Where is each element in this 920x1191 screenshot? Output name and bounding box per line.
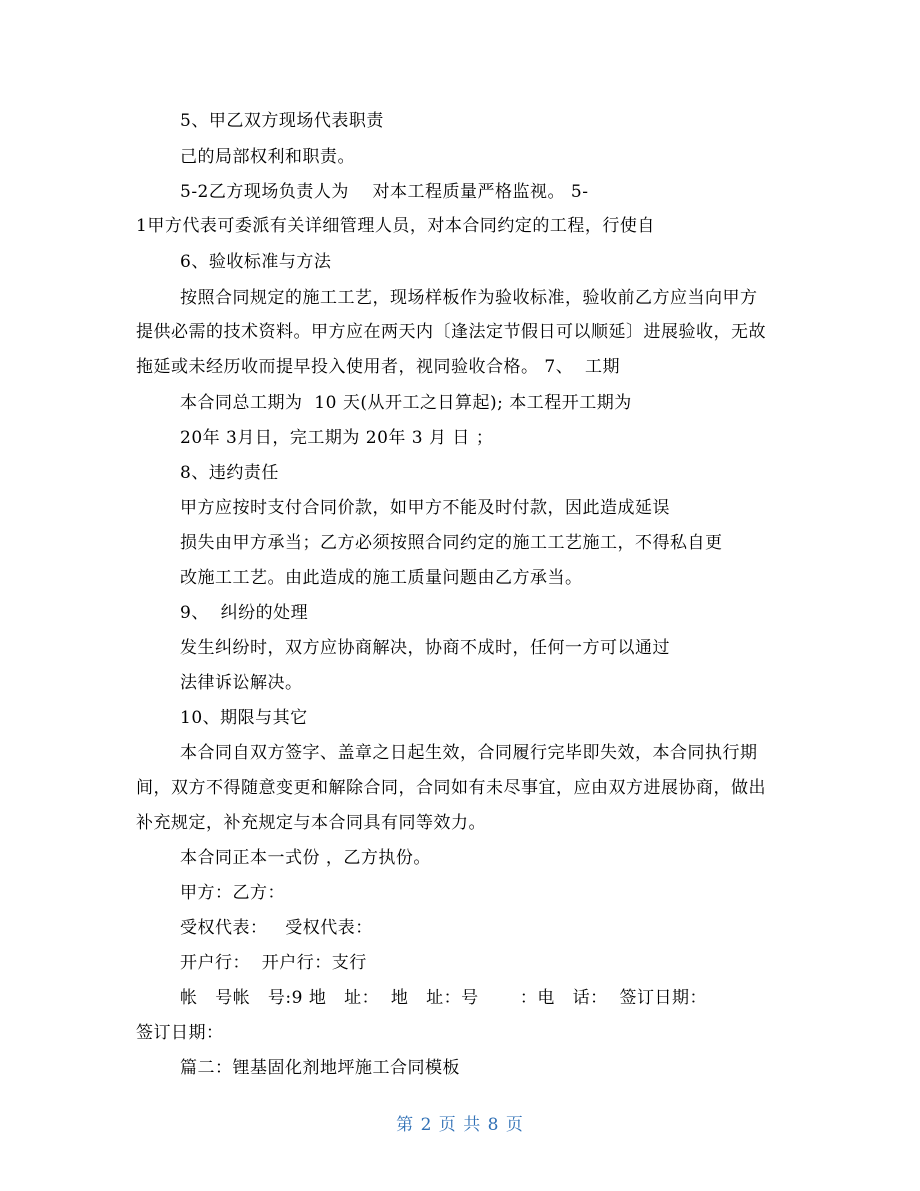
paragraph-line: 间，双方不得随意变更和解除合同，合同如有未尽事宜，应由双方进展协商，做出	[136, 778, 766, 798]
section-heading: 5、甲乙双方现场代表职责	[180, 111, 384, 131]
paragraph-line: 拖延或未经历收而提早投入使用者，视同验收合格。 7、 工期	[136, 357, 621, 377]
paragraph-line: 改施工工艺。由此造成的施工质量问题由乙方承当。	[180, 568, 583, 588]
paragraph-line: 本合同自双方签字、盖章之日起生效，合同履行完毕即失效，本合同执行期	[180, 743, 758, 763]
signature-line: 甲方：乙方：	[180, 883, 285, 903]
signature-line: 开户行： 开户行：支行	[180, 953, 367, 973]
signature-line: 帐 号帐 号:9 地 址： 地 址：号 ：电 话： 签订日期：	[180, 988, 707, 1008]
paragraph-line: 损失由甲方承当；乙方必须按照合同约定的施工工艺施工，不得私自更	[180, 533, 723, 553]
paragraph-line: 提供必需的技术资料。甲方应在两天内〔逢法定节假日可以顺延〕进展验收，无故	[136, 322, 766, 342]
paragraph-line: 5-2乙方现场负责人为 对本工程质量严格监视。 5-	[180, 182, 589, 202]
paragraph-line: 1甲方代表可委派有关详细管理人员，对本合同约定的工程，行使自	[136, 216, 655, 236]
paragraph-line: 按照合同规定的施工工艺，现场样板作为验收标准，验收前乙方应当向甲方	[180, 288, 758, 308]
paragraph-line: 甲方应按时支付合同价款，如甲方不能及时付款，因此造成延误	[180, 498, 670, 518]
signature-line: 签订日期：	[136, 1023, 224, 1043]
paragraph-line: 补充规定，补充规定与本合同具有同等效力。	[136, 813, 486, 833]
paragraph-line: 本合同正本一式份 ，乙方执份。	[180, 848, 431, 868]
paragraph-line: 己的局部权利和职责。	[180, 147, 355, 167]
section-heading: 6、验收标准与方法	[180, 252, 332, 272]
section-heading: 篇二：锂基固化剂地坪施工合同模板	[180, 1058, 460, 1078]
signature-line: 受权代表： 受权代表：	[180, 918, 373, 938]
paragraph-line: 法律诉讼解决。	[180, 673, 303, 693]
paragraph-line: 20年 3月日，完工期为 20年 3 月 日 ；	[180, 428, 494, 448]
paragraph-line: 发生纠纷时，双方应协商解决，协商不成时，任何一方可以通过	[180, 638, 670, 658]
section-heading: 8、违约责任	[180, 463, 279, 483]
paragraph-line: 本合同总工期为 10 天(从开工之日算起); 本工程开工期为	[180, 393, 632, 413]
page-number-footer: 第 2 页 共 8 页	[396, 1115, 524, 1135]
section-heading: 10、期限与其它	[180, 708, 308, 728]
section-heading: 9、 纠纷的处理	[180, 603, 309, 623]
